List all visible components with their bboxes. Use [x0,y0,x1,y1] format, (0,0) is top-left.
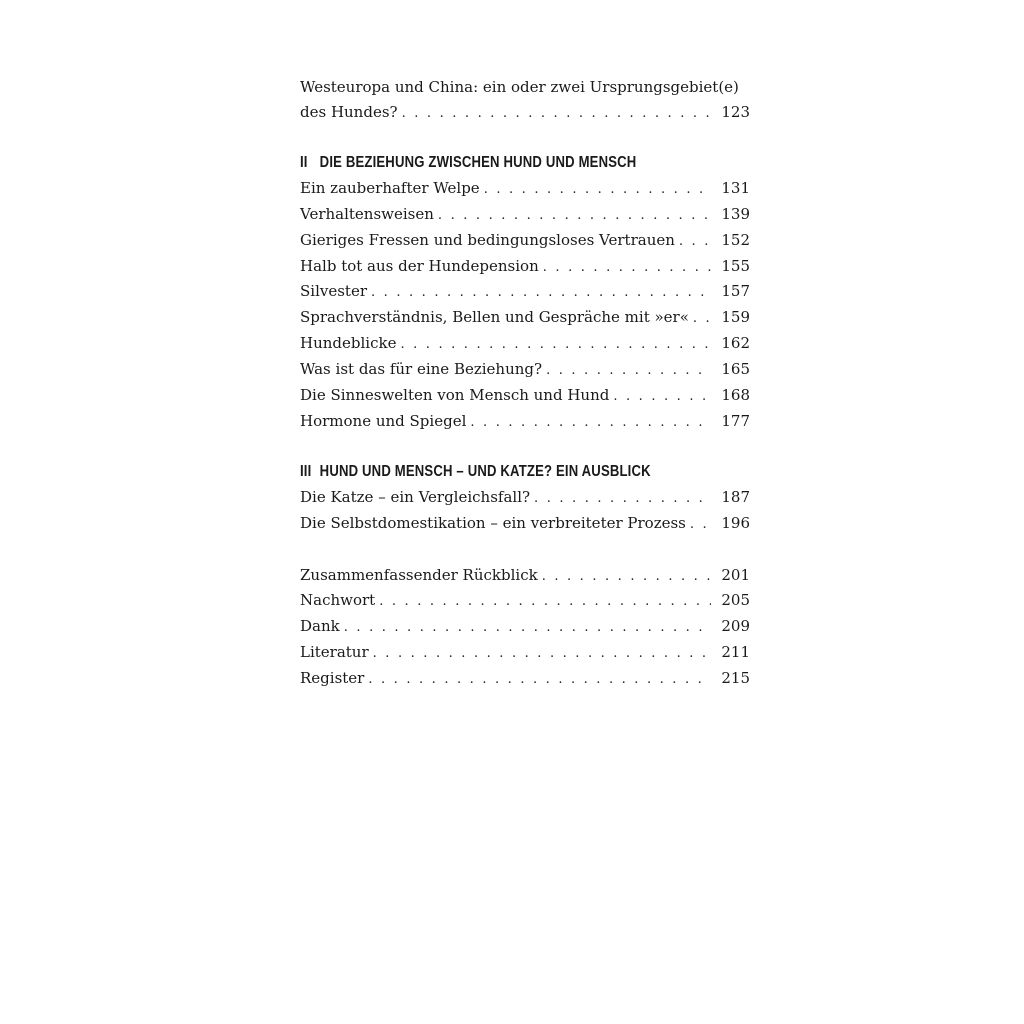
toc-page-number: 157 [721,282,750,301]
section-heading [300,150,669,176]
toc-entry-title: Was ist das für eine Beziehung? [300,360,543,379]
toc-entry-title: Hundeblicke [300,334,397,353]
section-title: HUND UND MENSCH – UND KATZE? EIN AUSBLICK [319,462,651,480]
dot-leader [438,203,711,229]
toc-entry-title: Halb tot aus der Hundepension [300,256,539,275]
dot-leader [679,229,711,255]
toc-entry-title: Register [300,669,365,688]
toc-entry [300,331,750,357]
toc-entry-title: Verhaltensweisen [300,204,434,223]
toc-page-number: 196 [721,513,750,532]
toc-page-number: 187 [721,487,750,506]
toc-entry-title: Dank [300,617,340,636]
dot-leader [470,410,711,436]
toc-entry-title: Gieriges Fressen und bedingungsloses Vertrauen [300,230,675,249]
toc-entry [300,254,750,280]
toc-entry [300,357,750,383]
toc-entry [300,588,750,614]
toc-page-number: 209 [721,617,750,636]
toc-entry-title: Die Sinneswelten von Mensch und Hund [300,386,610,405]
toc-entry-title: Die Katze – ein Vergleichsfall? [300,487,531,506]
toc-page-number: 168 [721,386,750,405]
dot-leader [368,667,711,693]
dot-leader [534,486,711,512]
toc-page-number: 162 [721,334,750,353]
table-of-contents [300,74,750,692]
toc-page-number: 152 [721,230,750,249]
section-heading [300,459,669,485]
toc-entry-title: Hormone und Spiegel [300,411,467,430]
toc-page-number: 177 [721,411,750,430]
section-number: II [300,153,308,171]
toc-entry-title: Die Selbstdomestikation – ein verbreiteter Prozess [300,513,686,532]
toc-entry [300,666,750,692]
dot-leader [371,280,711,306]
toc-page-number: 205 [721,591,750,610]
toc-entry [300,511,750,537]
toc-page-number: 201 [721,565,750,584]
toc-entry [300,563,750,589]
dot-leader [344,615,712,641]
toc-entry [300,100,750,126]
dot-leader [542,564,712,590]
dot-leader [373,641,712,667]
dot-leader [543,255,712,281]
dot-leader [484,177,712,203]
dot-leader [402,101,712,127]
toc-page-number: 159 [721,308,750,327]
section-number: III [300,462,312,480]
toc-page-number: 211 [721,643,750,662]
toc-entry [300,228,750,254]
spacer [300,537,750,563]
toc-entry [300,305,750,331]
toc-entry-title: Zusammenfassender Rückblick [300,565,538,584]
dot-leader [400,332,711,358]
dot-leader [613,384,711,410]
toc-entry [300,279,750,305]
toc-entry [300,383,750,409]
dot-leader [379,589,711,615]
toc-entry-title: Nachwort [300,591,376,610]
toc-page-number: 165 [721,360,750,379]
dot-leader [693,306,711,332]
toc-page-number: 139 [721,204,750,223]
toc-entry [300,409,750,435]
toc-entry [300,640,750,666]
toc-entry-title: des Hundes? [300,103,398,121]
dot-leader [546,358,711,384]
toc-entry-title: Ein zauberhafter Welpe [300,178,480,197]
toc-page-number: 155 [721,256,750,275]
toc-page-number: 215 [721,669,750,688]
toc-entry [300,202,750,228]
toc-entry-title: Literatur [300,643,369,662]
toc-page-number: 131 [721,178,750,197]
dot-leader [690,512,711,538]
toc-entry [300,485,750,511]
toc-entry [300,176,750,202]
toc-entry [300,614,750,640]
toc-page-number: 123 [721,103,750,121]
toc-entry-title: Silvester [300,282,367,301]
section-title: DIE BEZIEHUNG ZWISCHEN HUND UND MENSCH [319,153,637,171]
toc-entry-title-line: Westeuropa und China: ein oder zwei Ursprungsgebiet(e) [300,78,739,96]
toc-entry-title: Sprachverständnis, Bellen und Gespräche mit »er« [300,308,689,327]
